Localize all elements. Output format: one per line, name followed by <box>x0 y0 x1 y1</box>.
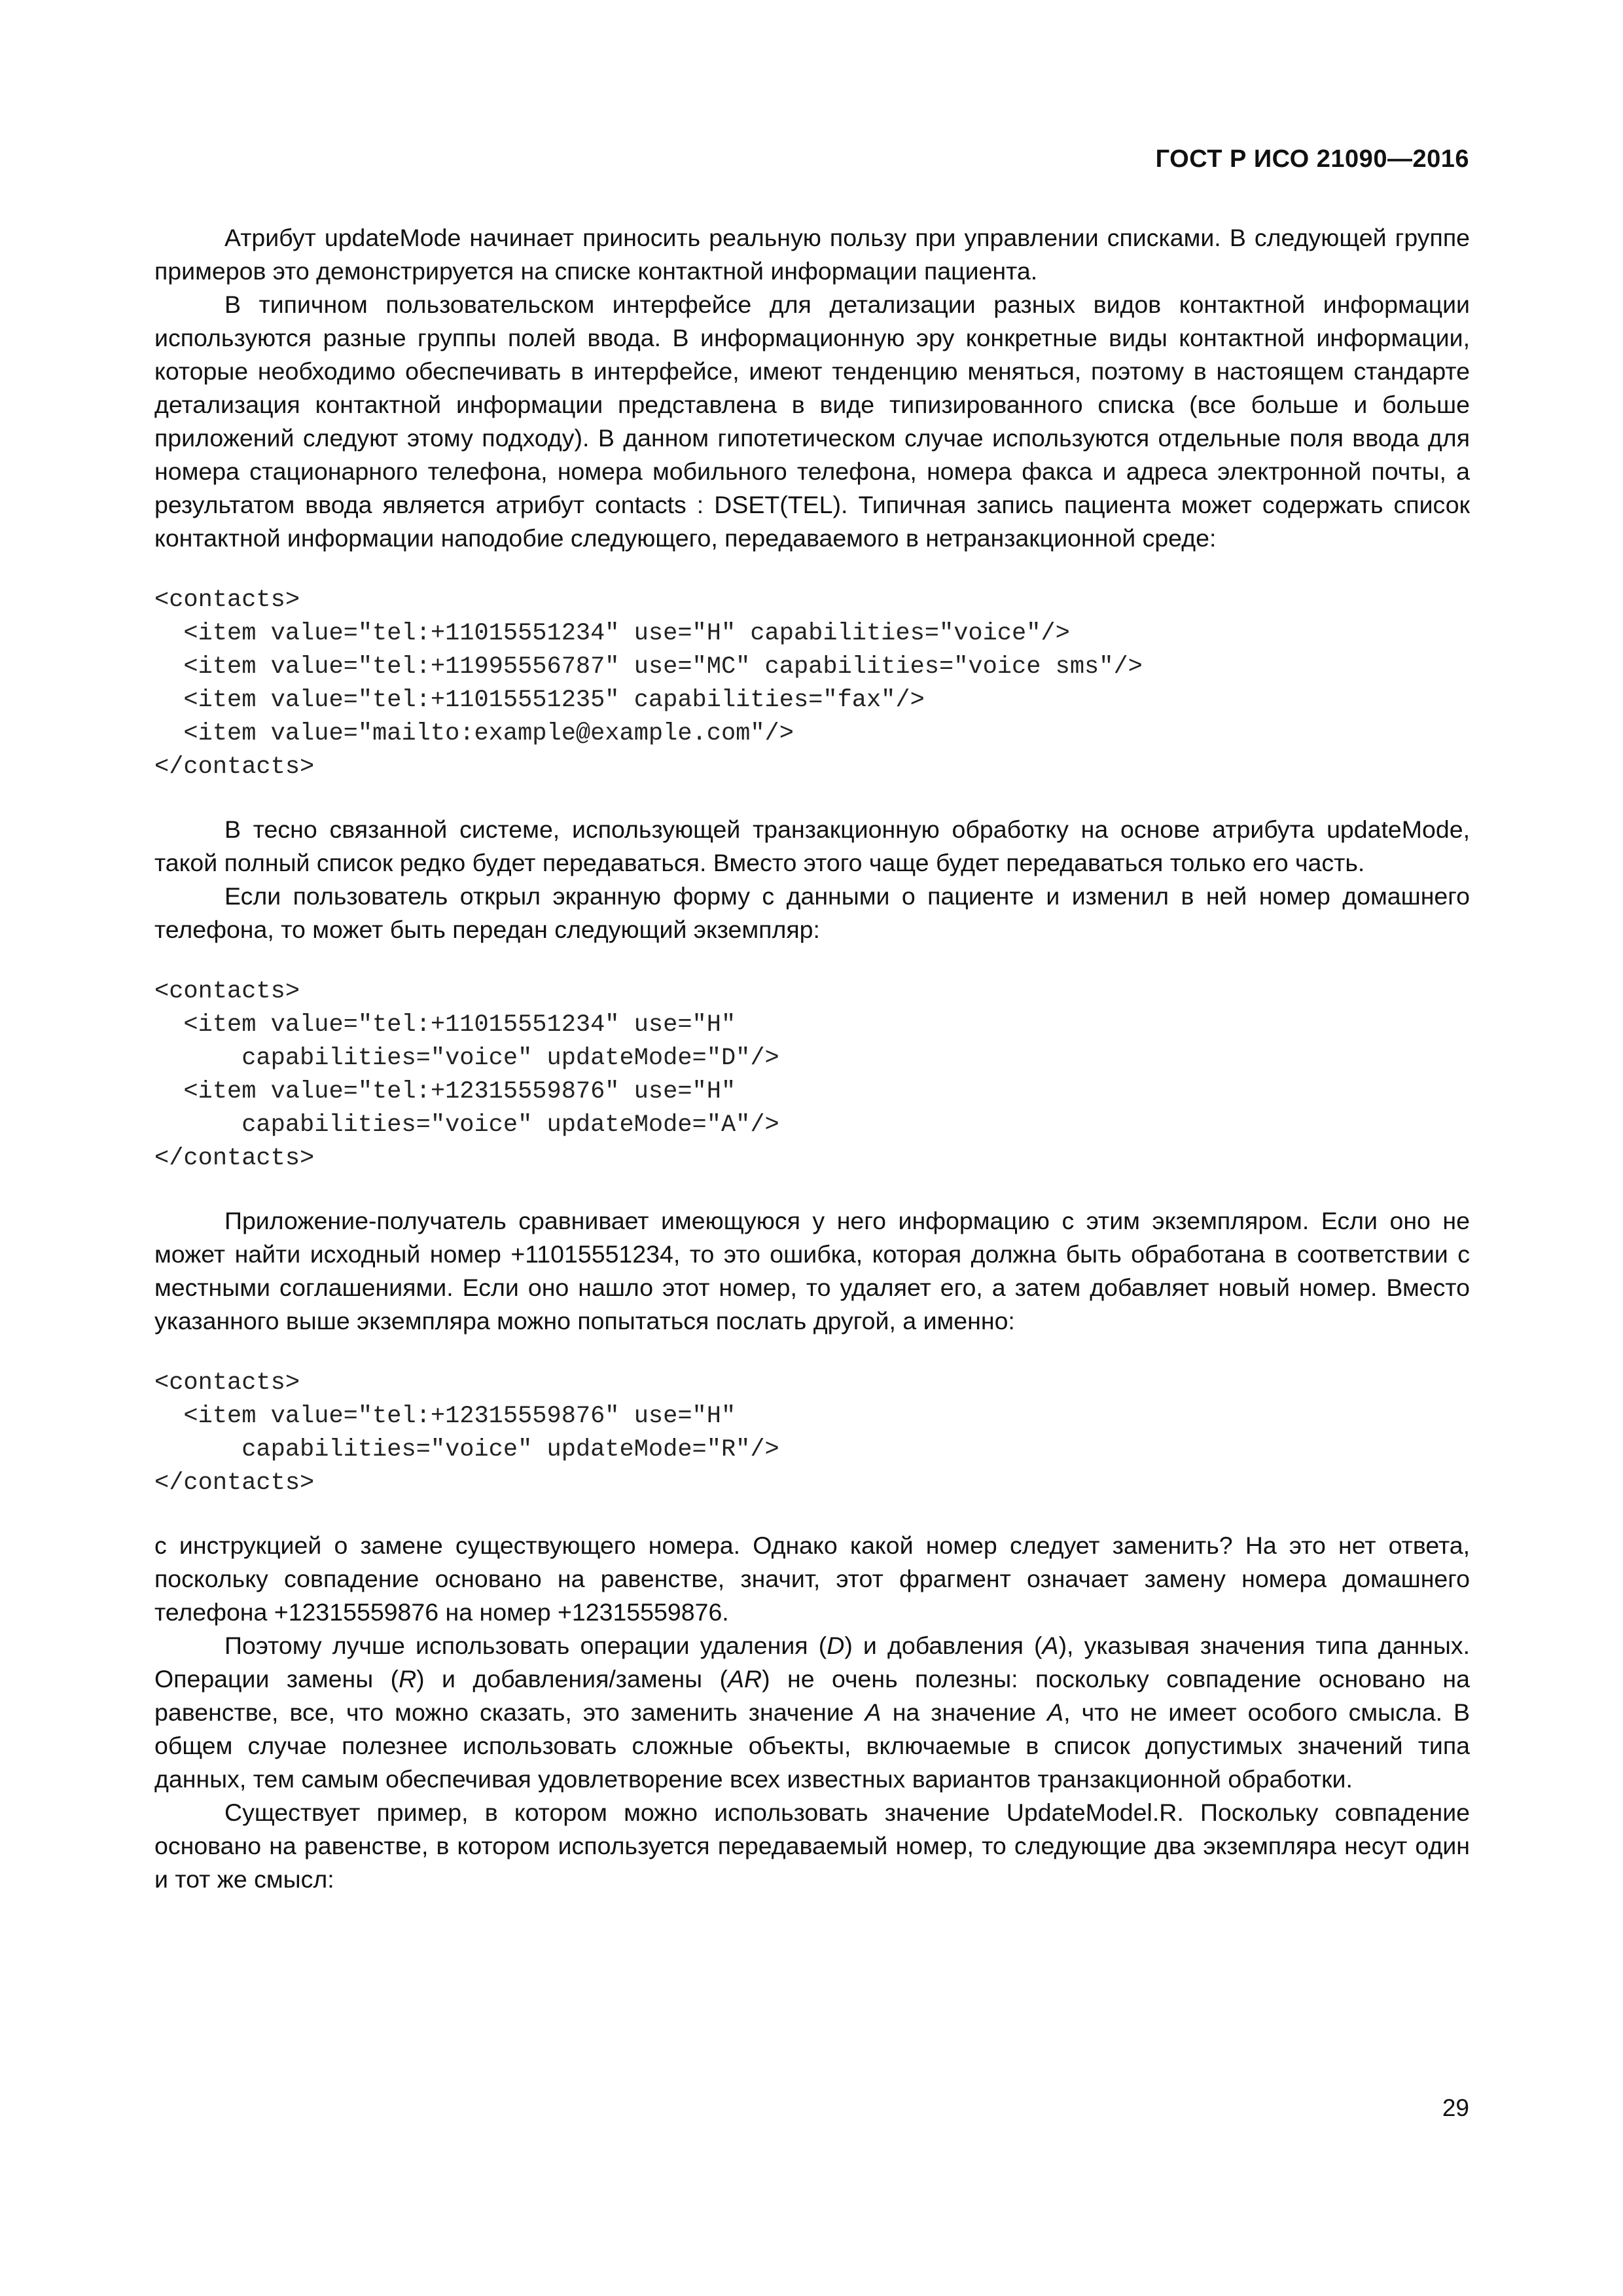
paragraph-updatemodel-r-example: Существует пример, в котором можно использовать значение UpdateModel.R. Поскольку совпадение основано на равенстве, в котором используется передаваемый номер, то следующие два экземпляра несут один и тот же смысл: <box>154 1799 1470 1893</box>
paragraph-operations <box>154 1629 1470 1796</box>
operation-code-a: A <box>1042 1632 1059 1659</box>
page-number: 29 <box>1442 2094 1469 2121</box>
paragraph-receiver-compare: Приложение-получатель сравнивает имеющуюся у него информацию с этим экземпляром. Если оно не может найти исходный номер +11015551234, то это ошибка, которая должна быть обработана в соответствии с местными соглашениями. Если оно нашло этот номер, то удаляет его, а затем добавляет новый номер. Вместо указанного выше экземпляра можно попытаться послать другой, а именно: <box>154 1207 1470 1335</box>
operation-code-ar: AR <box>728 1665 762 1693</box>
paragraph-transactional-system: В тесно связанной системе, использующей транзакционную обработку на основе атрибута updateMode, такой полный список редко будет передаваться. Вместо этого чаще будет передаваться только его часть. <box>154 816 1470 876</box>
document-body <box>154 221 1470 1896</box>
text-fragment: ) не очень полезны: поскольку совпадение основано на равенстве, все, что можно сказать, это заменить значение <box>154 1665 1470 1726</box>
code-block-full-contacts: <contacts> <item value="tel:+11015551234" use="H" capabilities="voice"/> <item value="tel:+11995556787" use="MC" capabilities="voice sms"/> <item value="tel:+11015551235" capabilities="fax"/> <item value="mailto:example@example.com"/> </contacts> <box>154 586 1143 781</box>
value-a: A <box>865 1698 882 1726</box>
value-a: A <box>1047 1698 1064 1726</box>
paragraph-replace-instruction: с инструкцией о замене существующего номера. Однако какой номер следует заменить? На это нет ответа, поскольку совпадение основано на равенстве, значит, этот фрагмент означает замену номера домашнего телефона +12315559876 на номер +12315559876. <box>154 1532 1470 1626</box>
text-fragment: ) и добавления/замены ( <box>416 1665 728 1693</box>
text-fragment: , что не имеет особого смысла. В общем случае полезнее использовать сложные объекты, включаемые в список допустимых значений типа данных, тем самым обеспечивая удовлетворение всех известных вариантов транзакционной обработки. <box>154 1698 1471 1793</box>
operation-code-r: R <box>399 1665 417 1693</box>
code-block-delete-add: <contacts> <item value="tel:+11015551234" use="H" capabilities="voice" updateMode="D"/> <item value="tel:+12315559876" use="H" capabilities="voice" updateMode="A"/> </contacts> <box>154 978 779 1172</box>
code-block-replace: <contacts> <item value="tel:+12315559876" use="H" capabilities="voice" updateMode="R"/> </contacts> <box>154 1369 779 1497</box>
paragraph-user-edit: Если пользователь открыл экранную форму с данными о пациенте и изменил в ней номер домашнего телефона, то может быть передан следующий экземпляр: <box>154 882 1470 943</box>
text-fragment: ) и добавления ( <box>844 1632 1043 1659</box>
text-fragment: на значение <box>881 1698 1048 1726</box>
text-fragment: Поэтому лучше использовать операции удаления ( <box>224 1632 827 1659</box>
paragraph-updatemode-intro: Атрибут updateMode начинает приносить реальную пользу при управлении списками. В следующей группе примеров это демонстрируется на списке контактной информации пациента. <box>154 224 1470 285</box>
operation-code-d: D <box>827 1632 845 1659</box>
text-fragment: ), указывая значения типа данных. Операции замены ( <box>154 1632 1470 1693</box>
paragraph-contact-ui: В типичном пользовательском интерфейсе для детализации разных видов контактной информации используются разные группы полей ввода. В информационную эру конкретные виды контактной информации, которые необходимо обеспечивать в интерфейсе, имеют тенденцию меняться, поэтому в настоящем стандарте детализация контактной информации представлена в виде типизированного списка (все больше и больше приложений следуют этому подходу). В данном гипотетическом случае используются отдельные поля ввода для номера стационарного телефона, номера мобильного телефона, номера факса и адреса электронной почты, а результатом ввода является атрибут contacts : DSET(TEL). Типичная запись пациента может содержать список контактной информации наподобие следующего, передаваемого в нетранзакционной среде: <box>154 291 1470 552</box>
document-header-id: ГОСТ Р ИСО 21090—2016 <box>1155 145 1469 173</box>
